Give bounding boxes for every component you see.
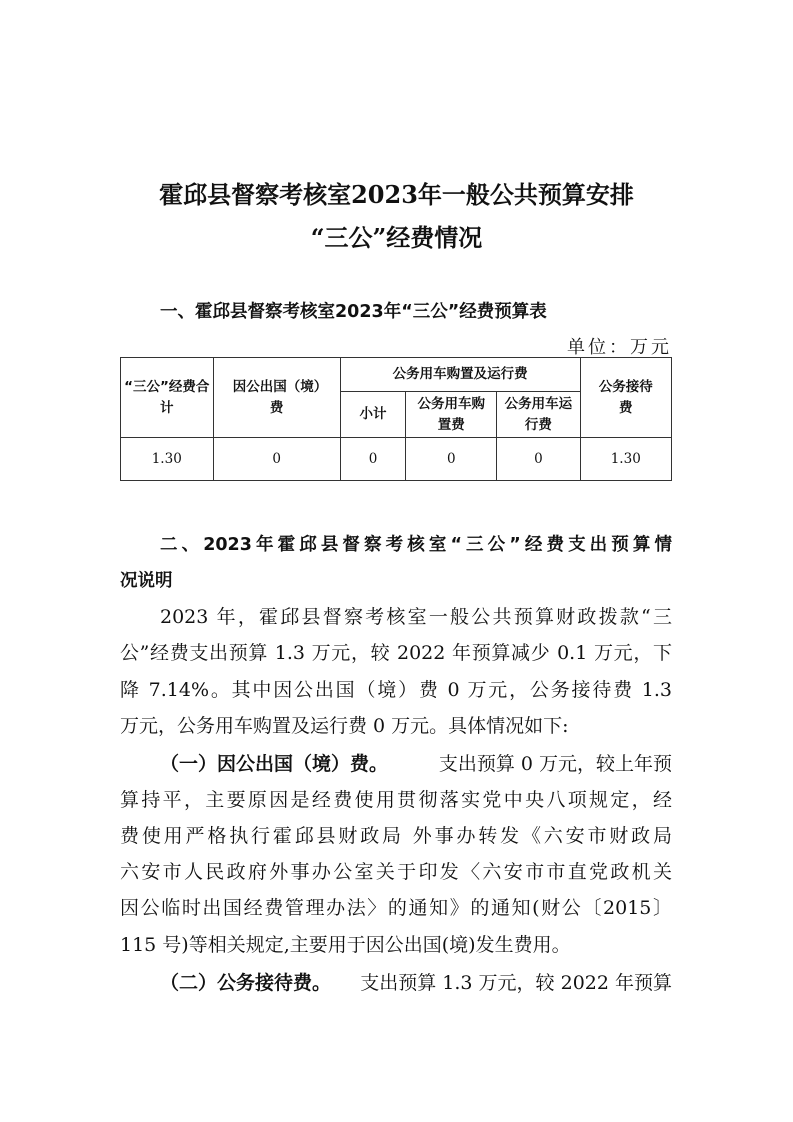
paragraph-line: 因公临时出国经费管理办法〉的通知》的通知(财公〔2015〕 [120,897,672,919]
th-operation: 公务用车运行费 [497,392,580,438]
cell-abroad: 0 [213,438,340,481]
paragraph-line: 降 7.14%。其中因公出国（境）费 0 万元，公务接待费 1.3 [120,679,672,701]
cell-reception: 1.30 [580,438,672,481]
paragraph-line: 2023 年，霍邱县督察考核室一般公共预算财政拨款“三 [160,606,672,628]
paragraph-line: 算持平，主要原因是经费使用贯彻落实党中央八项规定，经 [120,789,672,811]
section2-heading: 况说明 [120,571,173,591]
paragraph-line: 六安市人民政府外事办公室关于印发〈六安市市直党政机关 [120,861,672,883]
doc-title-line1: 霍邱县督察考核室2023年一般公共预算安排 [159,180,634,209]
cell-subtotal: 0 [340,438,405,481]
cell-purchase: 0 [406,438,497,481]
paragraph-text: 支出预算 1.3 万元，较 2022 年预算 [360,972,672,994]
th-vehicle-group: 公务用车购置及运行费 [340,358,580,392]
section1-heading: 一、霍邱县督察考核室2023年“三公”经费预算表 [160,302,547,322]
paragraph-text: 支出预算 0 万元，较上年预 [438,753,672,775]
cell-total: 1.30 [121,438,214,481]
unit-label: 单位：万元 [567,337,672,358]
cell-operation: 0 [497,438,580,481]
subheading-reception: （二）公务接待费。 [160,972,332,994]
budget-table [120,357,672,481]
doc-title-line2: “三公”经费情况 [310,223,483,252]
paragraph-line [160,749,672,779]
table-row [121,438,672,481]
paragraph-line [160,968,672,998]
paragraph-line: 公”经费支出预算 1.3 万元，较 2022 年预算减少 0.1 万元，下 [120,642,672,664]
section2-heading: 二、2023年霍邱县督察考核室“三公”经费支出预算情 [160,535,672,555]
th-abroad: 因公出国（境）费 [213,358,340,438]
th-reception: 公务接待费 [580,358,672,438]
th-purchase: 公务用车购置费 [406,392,497,438]
paragraph-line: 费使用严格执行霍邱县财政局 外事办转发《六安市财政局 [120,825,672,847]
subheading-abroad: （一）因公出国（境）费。 [160,753,389,775]
th-subtotal: 小计 [340,392,405,438]
paragraph-line: 115 号)等相关规定,主要用于因公出国(境)发生费用。 [120,934,571,956]
paragraph-line: 万元，公务用车购置及运行费 0 万元。具体情况如下: [120,715,569,737]
th-total: “三公”经费合计 [121,358,214,438]
